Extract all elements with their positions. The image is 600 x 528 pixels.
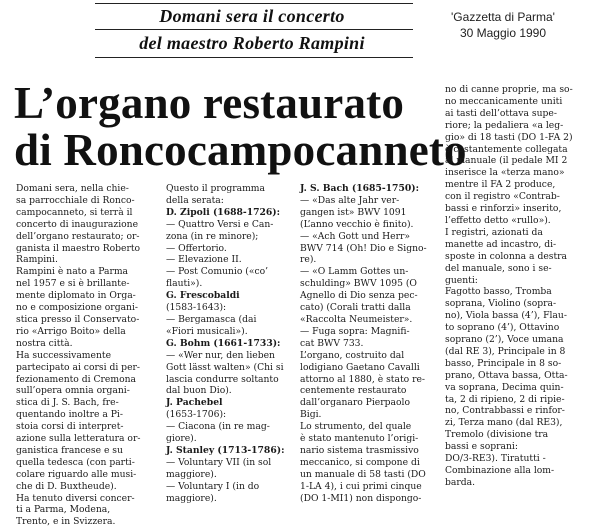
text-line: no, Contrabbassi e rinfor- [445, 405, 565, 417]
text-line: zi, Terza mano (dal RE3), [445, 417, 563, 429]
text-line: — «O Lamm Gottes un- [300, 266, 409, 278]
text-line: maggiore). [166, 492, 217, 504]
text-line: L’organo, costruito dal [300, 349, 405, 361]
text-line: Trento, e in Svizzera. [16, 516, 116, 528]
text-line: prano, Ottava bassa, Otta- [445, 369, 568, 381]
rule-top [95, 3, 413, 4]
text-line: G. Frescobaldi [166, 290, 240, 302]
text-line: inserisce la «terza mano» [445, 167, 565, 179]
kicker-line-2: del maestro Roberto Rampini [139, 33, 365, 53]
text-line: Tremolo (divisione tra [445, 429, 549, 441]
text-line: J. Stanley (1713-1786): [166, 444, 285, 456]
text-line: stoia corsi di interpret- [16, 421, 124, 433]
text-line: dal buon Dio). [166, 385, 232, 397]
text-line: cat BWV 733. [300, 337, 364, 349]
text-line: — Elevazione II. [166, 254, 242, 266]
text-line: lascia condurre soltanto [166, 373, 279, 385]
text-line: Agnello di Dio senza pec- [300, 290, 418, 302]
text-line: mente diplomato in Orga- [16, 290, 136, 302]
text-line: giore). [166, 433, 197, 445]
text-line: meccanico, si compone di [300, 456, 420, 468]
text-line: (L’anno vecchio è finito). [300, 218, 414, 230]
article-column-4 [445, 84, 590, 489]
text-line: al manuale (il pedale MI 2 [445, 155, 568, 167]
text-line: — Bergamasca (dai [166, 313, 257, 325]
text-line: no di canne proprie, ma so- [445, 84, 573, 95]
text-line: ai tasti dell’ottava supe- [445, 107, 557, 119]
text-line: rio «Arrigo Boito» della [16, 325, 126, 337]
text-line: J. S. Bach (1685-1750): [300, 183, 419, 194]
article-column-2 [166, 183, 298, 504]
kicker-line-1: Domani sera il concerto [159, 6, 345, 26]
text-line: ta, 2 di ripieno, 2 di ripie- [445, 393, 565, 405]
text-line: stica di J. S. Bach, fre- [16, 397, 119, 409]
text-line: — Quattro Versi e Can- [166, 218, 274, 230]
text-line: no), Viola bassa (4’), Flau- [445, 310, 567, 322]
text-line: «Fiori musicali»). [166, 325, 248, 337]
text-line: quentando inoltre a Pi- [16, 409, 123, 421]
text-line: to soprano (4’), Ottavino [445, 322, 560, 334]
text-line: (1583-1643): [166, 302, 227, 314]
text-line: — Ciacona (in re mag- [166, 421, 270, 433]
text-line: lodigiano Gaetano Cavalli [300, 361, 420, 373]
text-line: (1653-1706): [166, 409, 227, 421]
text-line: del manuale, sono i se- [445, 262, 552, 274]
headline-line-2: di Roncocampocanneto [14, 125, 467, 175]
text-line: Gott lässt walten» (Chi si [166, 361, 284, 373]
text-line: — Offertorio. [166, 242, 227, 254]
text-line: Ha successivamente [16, 349, 112, 361]
text-line: stica presso il Conservato- [16, 313, 140, 325]
text-line: Lo strumento, del quale [300, 421, 412, 433]
text-line: — Post Comunio («co’ [166, 266, 269, 278]
text-line: concerto di inaugurazione [16, 218, 139, 230]
text-line: Combinazione alla lom- [445, 465, 555, 476]
source-date: 30 Maggio 1990 [459, 26, 547, 40]
text-line: nostra città. [16, 337, 73, 349]
text-line: — «Ach Gott und Herr» [300, 230, 411, 242]
text-line: cato) (Corali tratti dalla [300, 302, 411, 314]
text-line: gangen ist» BWV 1091 [300, 206, 407, 218]
text-line: — Fuga sopra: Magnifi- [300, 325, 410, 337]
text-line: che di D. Buxtheude). [16, 480, 117, 492]
text-line: — «Wer nur, den lieben [166, 349, 275, 361]
text-line: soprana, Violino (sopra- [445, 298, 557, 310]
text-line: DO/3-RE3). Tiratutti - [445, 453, 546, 465]
text-line: gio» di 18 tasti (DO 1-FA 2) [445, 131, 573, 143]
rule-middle [95, 29, 413, 30]
text-line: un manuale di 58 tasti (DO [300, 468, 426, 480]
text-line: mentre il FA 2 produce, [445, 179, 556, 191]
text-line: sposte in colonna a destra [445, 250, 568, 262]
text-line: barda. [445, 476, 476, 488]
text-line: sull’opera omnia organi- [16, 385, 130, 397]
text-line: ti a Parma, Modena, [16, 504, 111, 516]
text-line: quella tedesca (con parti- [16, 456, 135, 468]
text-line: attorno al 1880, è stato re- [300, 373, 426, 385]
text-line: (dal RE 3), Principale in 8 [445, 345, 566, 357]
text-line: ganistica francese e su [16, 444, 123, 456]
text-line: soprano (2’), Voce umana [445, 334, 564, 346]
text-line: (DO 1-MI1) non dispongo- [300, 492, 422, 504]
text-line: Rampini è nato a Parma [16, 266, 129, 278]
text-line: maggiore). [166, 468, 217, 480]
text-line: va soprana, Decima quin- [445, 381, 564, 393]
text-line: è stato mantenuto l’origi- [300, 433, 419, 445]
rule-bottom [95, 57, 413, 58]
text-line: della serata: [166, 194, 224, 206]
text-line: nel 1957 e si è brillante- [16, 278, 130, 290]
text-line: basso, Principale in 8 so- [445, 357, 562, 369]
text-line: G. Bohm (1661-1733): [166, 337, 281, 349]
text-line: I registri, azionati da [445, 226, 543, 238]
text-line: bassi e rinforzi» inserito, [445, 203, 562, 215]
text-line: l’effetto detto «rullo»). [445, 214, 551, 226]
text-line: partecipato ai corsi di per- [16, 361, 140, 373]
text-line: BWV 714 (Oh! Dio e Signo- [300, 242, 427, 254]
text-line: J. Pachebel [166, 397, 223, 409]
text-line: schulding» BWV 1095 (O [300, 278, 417, 290]
source-paper: 'Gazzetta di Parma' [451, 10, 555, 24]
text-line: Bigi. [300, 409, 322, 421]
text-line: D. Zipoli (1688-1726): [166, 206, 281, 218]
text-line: azione sulla letteratura or- [16, 433, 141, 445]
text-line: fezionamento di Cremona [16, 373, 136, 385]
text-line: campocanneto, si terrà il [16, 206, 133, 218]
text-line: re). [300, 254, 317, 266]
text-line: manette ad incastro, di- [445, 238, 557, 250]
text-line: — Voluntary I (in do [166, 480, 260, 492]
text-line: Ha tenuto diversi concer- [16, 492, 135, 504]
text-line: no meccanicamente uniti [445, 95, 563, 107]
text-line: centemente restaurato [300, 385, 407, 397]
text-line: zona (in re minore); [166, 230, 259, 242]
text-line: sa parrocchiale di Ronco- [16, 194, 135, 206]
text-line: Rampini. [16, 254, 58, 266]
text-line: bassi e soprani: [445, 441, 518, 453]
text-line: Questo il programma [166, 183, 265, 194]
article-column-1 [16, 183, 162, 528]
text-line: Fagotto basso, Tromba [445, 286, 552, 298]
text-line: colare riguardo alle musi- [16, 468, 137, 480]
text-line: no e composizione organi- [16, 302, 139, 314]
text-line: è costantemente collegata [445, 143, 568, 155]
text-line: «Raccolta Neumeister». [300, 313, 413, 325]
text-line: dall’organaro Pierpaolo [300, 397, 410, 409]
article-column-3 [300, 183, 442, 504]
headline-line-1: L’organo restaurato [14, 78, 405, 128]
text-line: con il registro «Contrab- [445, 191, 560, 203]
text-line: — «Das alte Jahr ver- [300, 194, 400, 206]
text-line: riore; la pedaliera «a leg- [445, 119, 564, 131]
text-line: nario sistema trasmissivo [300, 444, 419, 456]
text-line: 1-LA 4), i cui primi cinque [300, 480, 422, 492]
text-line: guenti: [445, 274, 478, 286]
text-line: ganista il maestro Roberto [16, 242, 141, 254]
text-line: — Voluntary VII (in sol [166, 456, 272, 468]
text-line: dell’organo restaurato; or- [16, 230, 140, 242]
text-line: flauti»). [166, 278, 203, 290]
text-line: Domani sera, nella chie- [16, 183, 129, 194]
